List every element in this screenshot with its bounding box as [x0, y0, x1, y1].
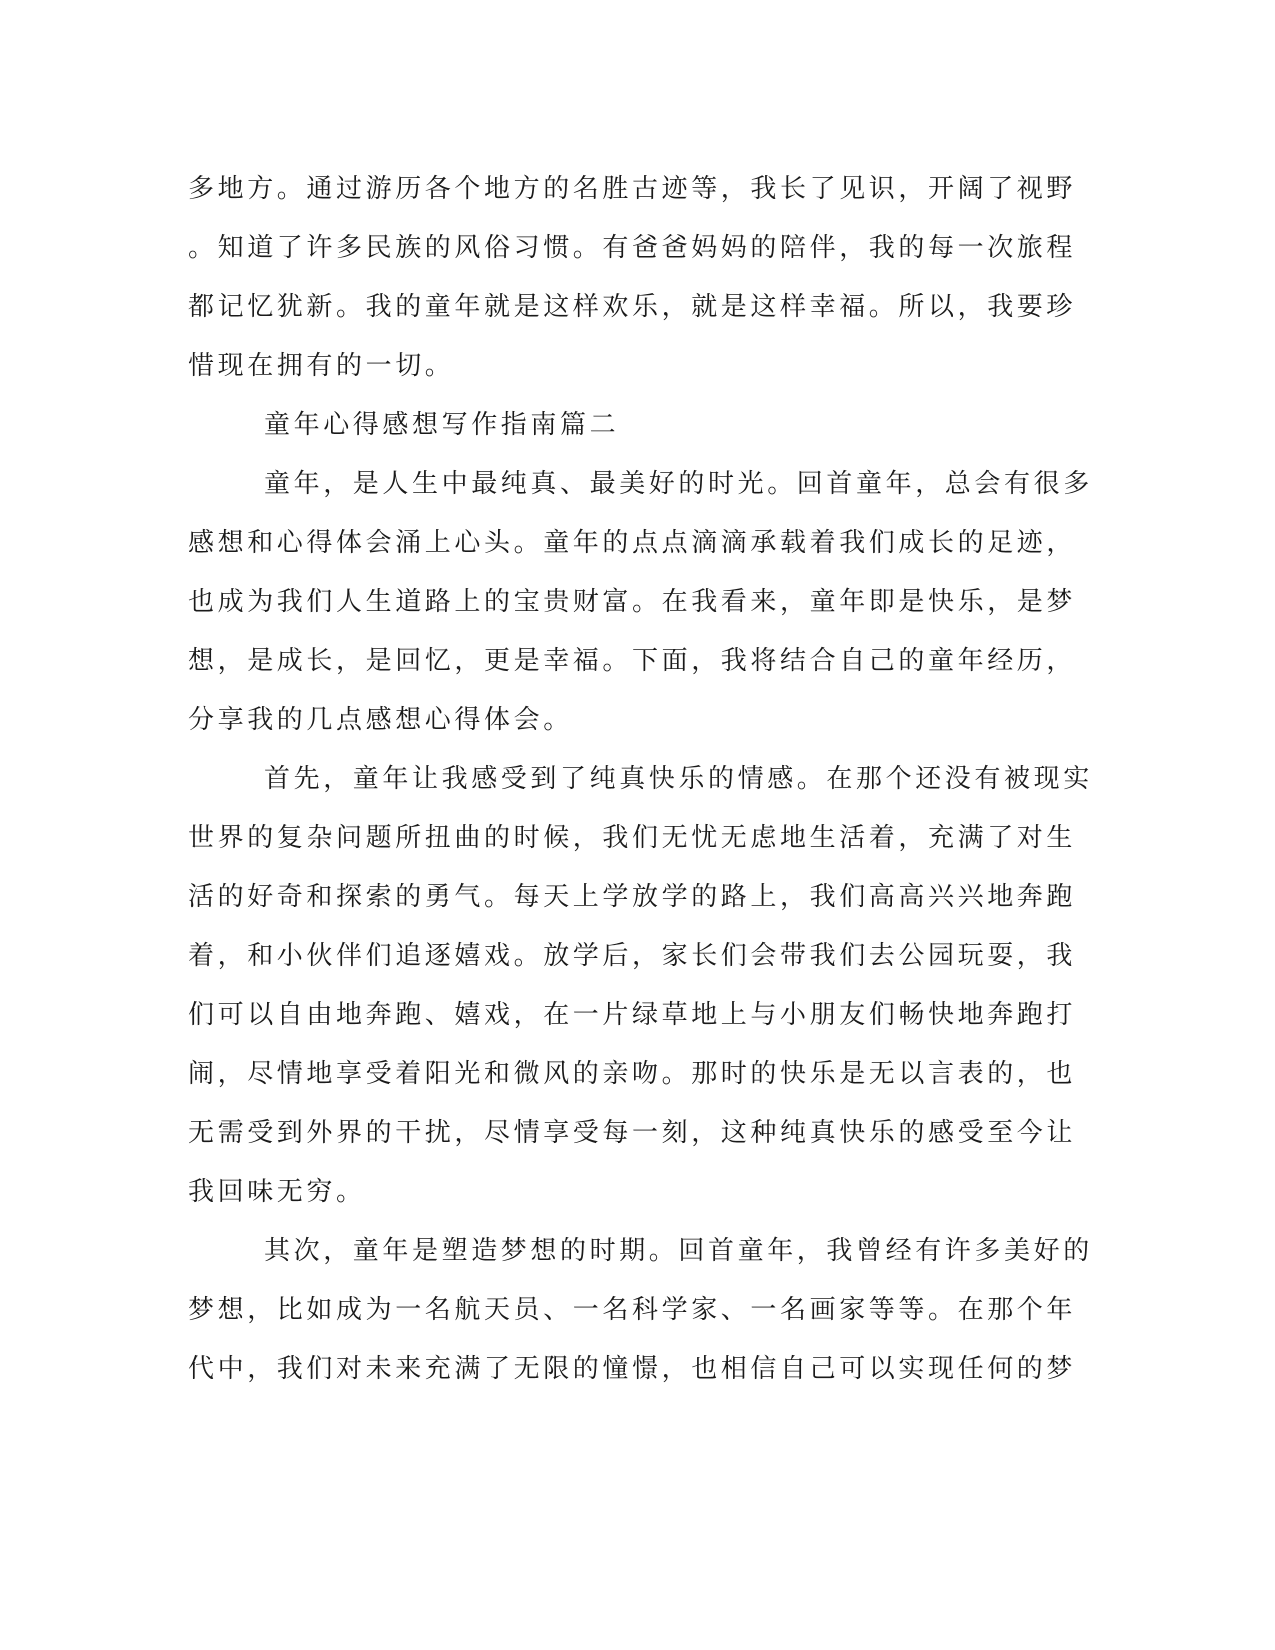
text-line: 着，和小伙伴们追逐嬉戏。放学后，家长们会带我们去公园玩耍，我	[188, 941, 1077, 971]
text-line: 其次，童年是塑造梦想的时期。回首童年，我曾经有许多美好的	[264, 1236, 1093, 1266]
text-line: 童年，是人生中最纯真、最美好的时光。回首童年，总会有很多	[264, 469, 1093, 499]
text-line: 也成为我们人生道路上的宝贵财富。在我看来，童年即是快乐，是梦	[188, 587, 1077, 617]
text-line: 惜现在拥有的一切。	[188, 351, 455, 381]
text-line: 多地方。通过游历各个地方的名胜古迹等，我长了见识，开阔了视野	[188, 174, 1077, 204]
text-line: 我回味无穷。	[188, 1177, 366, 1207]
text-line: 无需受到外界的干扰，尽情享受每一刻，这种纯真快乐的感受至今让	[188, 1118, 1077, 1148]
text-line: 感想和心得体会涌上心头。童年的点点滴滴承载着我们成长的足迹，	[188, 528, 1077, 558]
text-line: 想，是成长，是回忆，更是幸福。下面，我将结合自己的童年经历，	[188, 646, 1077, 676]
text-line: 。知道了许多民族的风俗习惯。有爸爸妈妈的陪伴，我的每一次旅程	[188, 233, 1077, 263]
text-line: 闹，尽情地享受着阳光和微风的亲吻。那时的快乐是无以言表的，也	[188, 1059, 1077, 1089]
text-line: 们可以自由地奔跑、嬉戏，在一片绿草地上与小朋友们畅快地奔跑打	[188, 1000, 1077, 1030]
text-line: 首先，童年让我感受到了纯真快乐的情感。在那个还没有被现实	[264, 764, 1093, 794]
text-line: 分享我的几点感想心得体会。	[188, 705, 573, 735]
document-body	[188, 160, 1093, 1399]
text-line: 代中，我们对未来充满了无限的憧憬，也相信自己可以实现任何的梦	[188, 1354, 1077, 1384]
text-line: 世界的复杂问题所扭曲的时候，我们无忧无虑地生活着，充满了对生	[188, 823, 1077, 853]
section-heading: 童年心得感想写作指南篇二	[264, 410, 620, 440]
text-line: 梦想，比如成为一名航天员、一名科学家、一名画家等等。在那个年	[188, 1295, 1077, 1325]
text-line: 都记忆犹新。我的童年就是这样欢乐，就是这样幸福。所以，我要珍	[188, 292, 1077, 322]
text-line: 活的好奇和探索的勇气。每天上学放学的路上，我们高高兴兴地奔跑	[188, 882, 1077, 912]
